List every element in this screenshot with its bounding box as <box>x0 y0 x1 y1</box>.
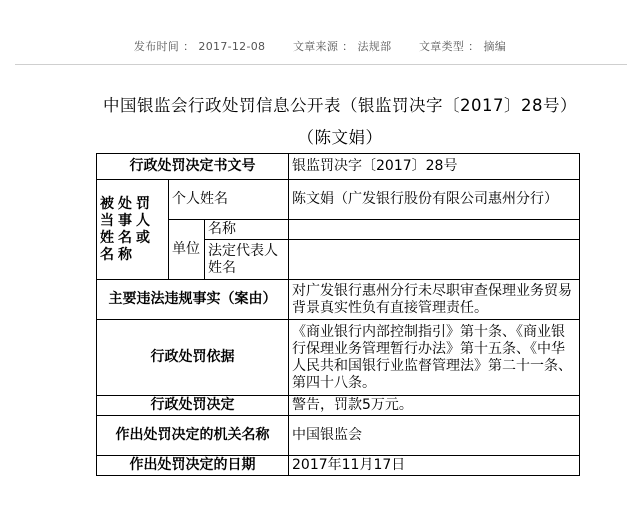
doc-no-label: 行政处罚决定书文号 <box>97 154 289 180</box>
table-row <box>97 180 580 220</box>
table-row <box>97 320 580 396</box>
individual-value: 陈文娟（广发银行股份有限公司惠州分行） <box>289 180 580 220</box>
legal-rep-value <box>289 240 580 280</box>
doc-no-value: 银监罚决字〔2017〕28号 <box>289 154 580 180</box>
authority-value: 中国银监会 <box>289 416 580 456</box>
table-row <box>97 154 580 180</box>
party-label: 被处罚当事人姓名或名称 <box>97 180 169 280</box>
table-row <box>97 456 580 476</box>
authority-label: 作出处罚决定的机关名称 <box>97 416 289 456</box>
separator: ： <box>183 40 195 53</box>
table-row <box>97 396 580 416</box>
basis-value: 《商业银行内部控制指引》第十条、《商业银行保理业务管理暂行办法》第十五条、《中华人民共和国银行业监督管理法》第二十一条、第四十八条。 <box>289 320 580 396</box>
individual-label: 个人姓名 <box>169 180 289 220</box>
date-label: 作出处罚决定的日期 <box>97 456 289 476</box>
unit-name-label: 名称 <box>205 220 289 240</box>
decision-label: 行政处罚决定 <box>97 396 289 416</box>
unit-name-value <box>289 220 580 240</box>
document-title: 中国银监会行政处罚信息公开表（银监罚决字〔2017〕28号） <box>103 96 577 115</box>
unit-label: 单位 <box>169 220 205 280</box>
publish-time-value: 2017-12-08 <box>198 40 266 53</box>
legal-rep-label: 法定代表人姓名 <box>205 240 289 280</box>
article-type-label: 文章类型 <box>418 40 465 53</box>
source-value: 法规部 <box>357 40 392 53</box>
divider <box>15 64 627 65</box>
table-row <box>97 220 580 240</box>
penalty-info-table <box>96 153 580 476</box>
decision-value: 警告，罚款5万元。 <box>289 396 580 416</box>
table-row <box>97 280 580 320</box>
facts-value: 对广发银行惠州分行未尽职审查保理业务贸易背景真实性负有直接管理责任。 <box>289 280 580 320</box>
basis-label: 行政处罚依据 <box>97 320 289 396</box>
article-type-value: 摘编 <box>483 40 507 53</box>
document-subtitle: （陈文娟） <box>297 128 383 147</box>
date-value: 2017年11月17日 <box>289 456 580 476</box>
separator: ： <box>468 40 480 53</box>
publish-time-label: 发布时间 <box>133 40 180 53</box>
table-row <box>97 416 580 456</box>
article-meta <box>0 38 640 54</box>
facts-label: 主要违法违规事实（案由） <box>97 280 289 320</box>
separator: ： <box>342 40 354 53</box>
source-label: 文章来源 <box>292 40 339 53</box>
